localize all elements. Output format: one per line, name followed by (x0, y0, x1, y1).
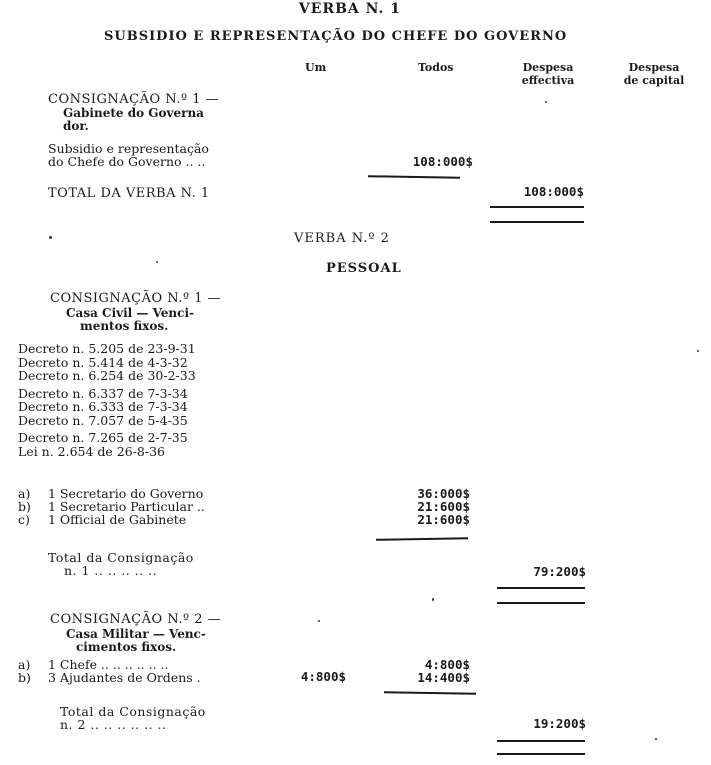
verba-1-total-value: 108:000$ (523, 184, 584, 199)
item-values (395, 487, 470, 526)
column-header-line: Despesa (628, 61, 680, 74)
verba-2-title: VERBA N.º 2 (294, 231, 390, 246)
decree-line: Decreto n. 6.254 de 30-2-33 (18, 368, 196, 383)
item-letters (18, 487, 31, 526)
consignacao-1-total-value: 79:200$ (533, 564, 586, 579)
decree-line: Decreto n. 7.265 de 2-7-35 (18, 430, 188, 445)
consignacao-1-name (63, 107, 204, 133)
column-header-um: Um (305, 61, 327, 74)
consignacao-2-total-value: 19:200$ (533, 716, 586, 731)
consignacao-name-line: Gabinete do Governa (63, 106, 204, 120)
item-label: 1 Secretario Particular .. (48, 499, 205, 514)
total-label-line: n. 2 .. .. .. .. .. .. (60, 717, 167, 732)
column-header-line: effectiva (521, 74, 575, 87)
consignacao-1-heading: CONSIGNAÇÃO N.º 1 — (48, 92, 220, 107)
item-labels (48, 658, 201, 684)
column-header-line: de capital (623, 74, 685, 87)
consignacao-casa-militar-name (66, 628, 206, 654)
verba-1-subtitle: SUBSIDIO E REPRESENTAÇÃO DO CHEFE DO GOVERNO (104, 29, 568, 44)
item-todos-value: 21:600$ (417, 499, 470, 514)
consignacao-1-total-label (48, 551, 194, 577)
verba-2-subtitle: PESSOAL (326, 261, 402, 276)
total-label-line: Total da Consignação (60, 704, 206, 719)
consignacao-1-item-todos-value: 108:000$ (412, 154, 473, 169)
item-label: 1 Chefe .. .. .. .. .. .. (48, 657, 169, 672)
total-double-rule-bottom (497, 753, 585, 755)
speckle (318, 620, 320, 622)
verba-1-title: VERBA N. 1 (298, 1, 402, 17)
item-todos-value: 21:600$ (417, 512, 470, 527)
consignacao-casa-civil-heading: CONSIGNAÇÃO N.º 1 — (50, 291, 222, 306)
item-letter: b) (18, 670, 31, 685)
decree-line: Decreto n. 5.205 de 23-9-31 (18, 341, 196, 356)
consignacao-name-line: dor. (63, 119, 89, 133)
item-todos-value: 4:800$ (424, 657, 470, 672)
column-header-despesa-effectiva (512, 61, 584, 87)
item-todos-value: 36:000$ (417, 486, 470, 501)
speckle (432, 598, 434, 601)
speckle (156, 261, 158, 263)
decree-list (18, 342, 196, 458)
consignacao-name-line: cimentos fixos. (76, 640, 177, 654)
consignacao-casa-militar-heading: CONSIGNAÇÃO N.º 2 — (50, 612, 222, 627)
consignacao-casa-civil-name (66, 307, 194, 333)
verba-1-total-label: TOTAL DA VERBA N. 1 (48, 186, 210, 201)
consignacao-name-line: mentos fixos. (80, 319, 169, 333)
subtotal-rule (368, 175, 460, 179)
item-todos-value: 14:400$ (417, 670, 470, 685)
item-label: 1 Secretario do Governo (48, 486, 204, 501)
item-letter: a) (18, 486, 31, 501)
consignacao-name-line: Casa Civil — Venci- (66, 306, 195, 320)
total-double-rule-top (497, 587, 585, 589)
item-label: 1 Official de Gabinete (48, 512, 187, 527)
item-label-line: Subsidio e representação (48, 141, 209, 156)
total-label-line: n. 1 .. .. .. .. .. (64, 563, 158, 578)
speckle (655, 738, 657, 740)
item-letter: a) (18, 657, 31, 672)
total-double-rule-top (490, 206, 584, 208)
total-double-rule-top (497, 740, 585, 742)
item-um-value: 4:800$ (300, 669, 346, 684)
speckle (697, 350, 699, 352)
consignacao-2-total-label (60, 705, 206, 731)
speckle (49, 236, 52, 239)
subtotal-rule (384, 691, 476, 695)
consignacao-1-item (48, 142, 209, 168)
item-labels (48, 487, 205, 526)
decree-line: Decreto n. 7.057 de 5-4-35 (18, 412, 188, 428)
item-label-line: do Chefe do Governo .. .. (48, 154, 206, 169)
subtotal-rule (376, 537, 468, 541)
decree-line: Decreto n. 6.333 de 7-3-34 (18, 399, 188, 414)
total-label-line: Total da Consignação (48, 550, 194, 565)
decree-line: Decreto n. 5.414 de 4-3-32 (18, 354, 188, 370)
speckle (545, 101, 547, 103)
item-values (395, 658, 470, 684)
item-letter: b) (18, 499, 31, 514)
total-double-rule-bottom (490, 221, 584, 223)
item-letters (18, 658, 31, 684)
column-header-despesa-capital (614, 61, 694, 87)
column-header-todos: Todos (418, 61, 454, 74)
total-double-rule-bottom (497, 602, 585, 604)
item-label: 3 Ajudantes de Ordens . (48, 670, 201, 685)
item-letter: c) (18, 512, 30, 527)
decree-line: Lei n. 2.654 de 26-8-36 (18, 443, 166, 459)
consignacao-name-line: Casa Militar — Venc- (66, 627, 206, 641)
column-header-line: Despesa (522, 61, 574, 74)
decree-line: Decreto n. 6.337 de 7-3-34 (18, 385, 188, 401)
